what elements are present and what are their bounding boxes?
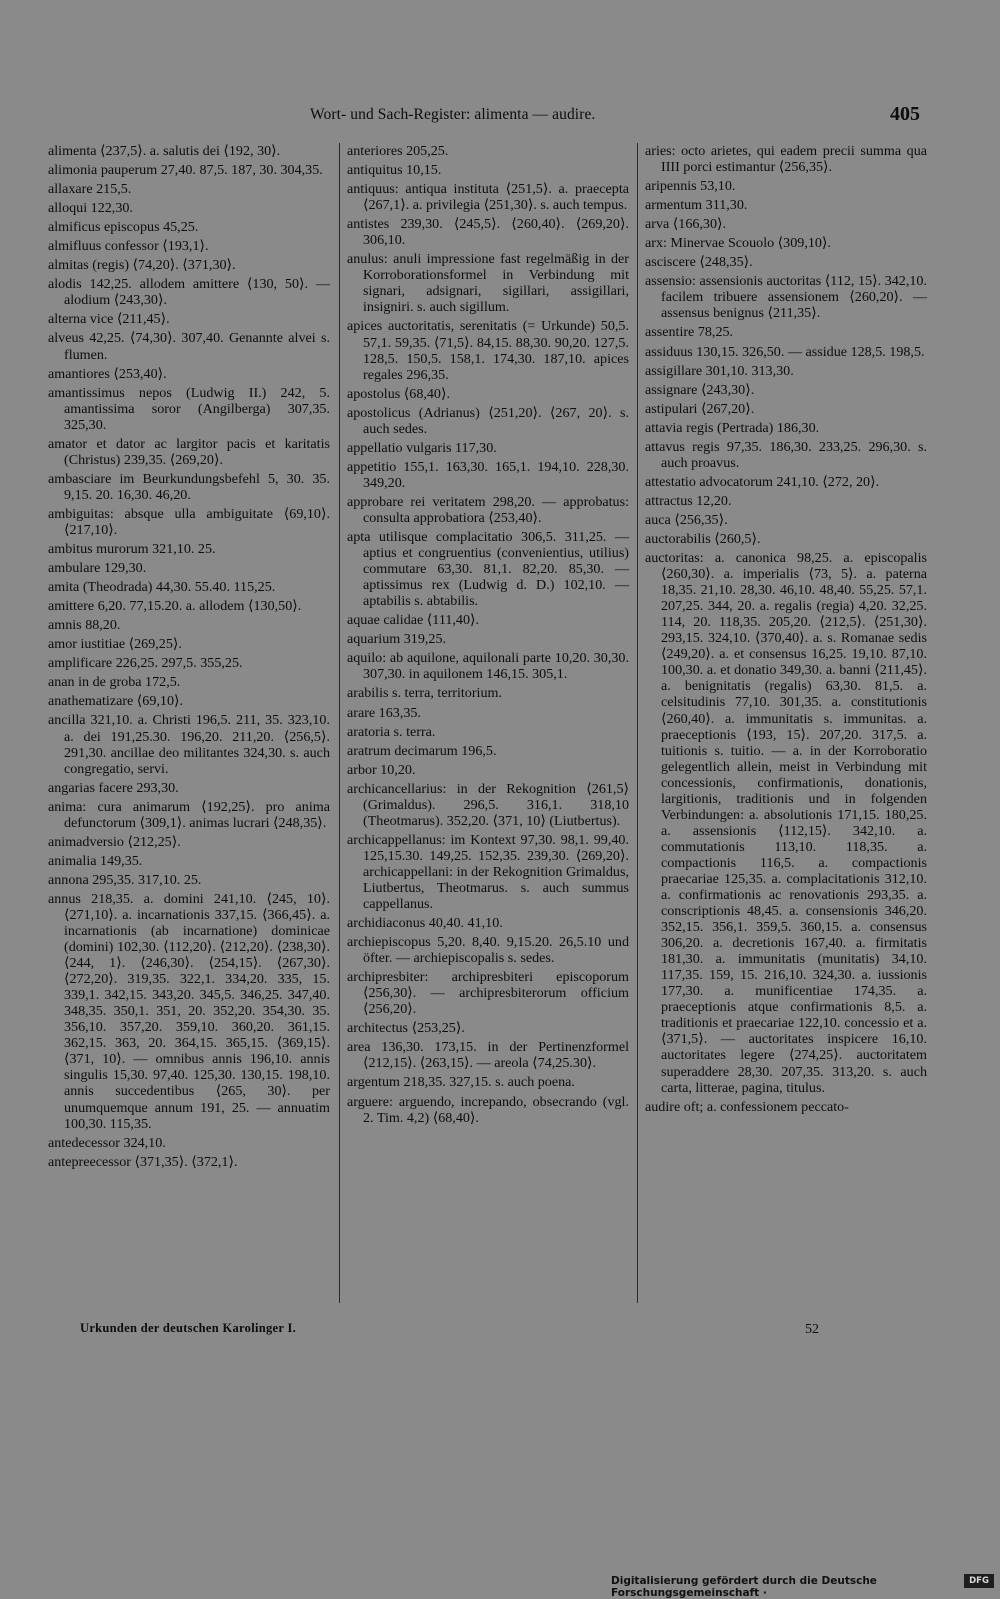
index-entry: archiepiscopus 5,20. 8,40. 9,15.20. 26,5.10 und öfter. — archiepiscopalis s. sedes. (347, 934, 629, 967)
index-entry: attavia regis (Pertrada) 186,30. (645, 419, 820, 436)
index-entry: assignare ⟨243,30⟩. (645, 381, 755, 398)
index-entry: attavus regis 97,35. 186,30. 233,25. 296,30. s. auch proavus. (645, 438, 927, 471)
index-entry: antiquitus 10,15. (347, 162, 442, 179)
index-entry: ambiguitas: absque ulla ambiguitate ⟨69,10⟩. ⟨217,10⟩. (48, 505, 330, 538)
index-entry: aquae calidae ⟨111,40⟩. (347, 612, 480, 629)
running-header (0, 103, 1000, 132)
index-entry: angarias facere 293,30. (48, 779, 179, 796)
index-entry: antepreecessor ⟨371,35⟩. ⟨372,1⟩. (48, 1153, 238, 1170)
index-column-3 (645, 143, 927, 1118)
index-entry: ancilla 321,10. a. Christi 196,5. 211, 35. 323,10. a. dei 191,25.30. 196,20. 211,20. ⟨256,5⟩. 291,30. ancillae deo militantes 324,30. s. auch congregatio, servi. (48, 712, 330, 777)
index-entry: approbare rei veritatem 298,20. — approbatus: consulta approbatiora ⟨253,40⟩. (347, 493, 629, 526)
index-entry: argentum 218,35. 327,15. s. auch poena. (347, 1074, 575, 1091)
index-entry: alodis 142,25. allodem amittere ⟨130, 50⟩. — alodium ⟨243,30⟩. (48, 276, 330, 309)
index-entry: appetitio 155,1. 163,30. 165,1. 194,10. 228,30. 349,20. (347, 458, 629, 491)
index-entry: allaxare 215,5. (48, 181, 132, 198)
index-entry: attestatio advocatorum 241,10. ⟨272, 20⟩. (645, 473, 880, 490)
index-entry: assigillare 301,10. 313,30. (645, 362, 794, 379)
index-entry: appellatio vulgaris 117,30. (347, 439, 497, 456)
index-entry: apices auctoritatis, serenitatis (= Urkunde) 50,5. 57,1. 59,35. ⟨71,5⟩. 84,15. 88,30. 90,20. 127,5. 128,5. 150,5. 158,1. 174,30. 187,10. apices regales 296,35. (347, 318, 629, 383)
index-entry: animalia 149,35. (48, 852, 143, 869)
index-entry: auctorabilis ⟨260,5⟩. (645, 530, 761, 547)
index-entry: alveus 42,25. ⟨74,30⟩. 307,40. Genannte alvei s. flumen. (48, 330, 330, 363)
index-entry: anathematizare ⟨69,10⟩. (48, 693, 184, 710)
index-entry: audire oft; a. confessionem peccato- (645, 1098, 849, 1115)
index-entry: arare 163,35. (347, 704, 421, 721)
index-entry: amita (Theodrada) 44,30. 55.40. 115,25. (48, 579, 276, 596)
index-entry: amplificare 226,25. 297,5. 355,25. (48, 655, 243, 672)
index-entry: antistes 239,30. ⟨245,5⟩. ⟨260,40⟩. ⟨269,20⟩. 306,10. (347, 216, 629, 249)
index-entry: attractus 12,20. (645, 492, 732, 509)
index-entry: anulus: anuli impressione fast regelmäßig in der Korroborationsformel in Verbindung mit signari, adsignari, sigillari, assigillari, insigniri. s. auch sigillum. (347, 251, 629, 316)
index-entry: almificus episcopus 45,25. (48, 219, 199, 236)
index-entry: antiquus: antiqua instituta ⟨251,5⟩. a. praecepta ⟨267,1⟩. a. privilegia ⟨251,30⟩. s. auch tempus. (347, 181, 629, 214)
index-entry: amantiores ⟨253,40⟩. (48, 365, 167, 382)
index-entry: auca ⟨256,35⟩. (645, 511, 728, 528)
column-divider (637, 143, 638, 1303)
index-entry: arbor 10,20. (347, 761, 416, 778)
index-entry: arguere: arguendo, increpando, obsecrando (vgl. 2. Tim. 4,2) ⟨68,40⟩. (347, 1093, 629, 1126)
index-entry: alterna vice ⟨211,45⟩. (48, 311, 170, 328)
index-entry: astipulari ⟨267,20⟩. (645, 400, 755, 417)
index-entry: archicappellanus: im Kontext 97,30. 98,1. 99,40. 125,15.30. 149,25. 152,35. 239,30. ⟨269,20⟩. archicappellani: in der Rekognition Grimaldus, Liutbertus, Theotmarus. s. auch summus cappellanus. (347, 831, 629, 913)
index-entry: asciscere ⟨248,35⟩. (645, 254, 753, 271)
index-column-1 (48, 143, 330, 1173)
index-entry: almifluus confessor ⟨193,1⟩. (48, 238, 209, 255)
dfg-logo-icon: DFG (964, 1574, 994, 1588)
index-entry: alimonia pauperum 27,40. 87,5. 187, 30. 304,35. (48, 162, 323, 179)
index-entry: annus 218,35. a. domini 241,10. ⟨245, 10⟩. ⟨271,10⟩. a. incarnationis 337,15. ⟨366,45⟩. a. incarnationis (ab incarnatione) dominicae (domini) 102,30. ⟨112,20⟩. ⟨212,20⟩. ⟨238,30⟩. ⟨244, 1⟩. ⟨246,30⟩. ⟨254,15⟩. ⟨267,30⟩. ⟨272,20⟩. 319,35. 322,1. 334,20. 335, 15. 339,1. 342,15. 343,20. 345,5. 346,25. 347,40. 348,35. 350,1. 351, 20. 352,20. 354,30. 35. 356,10. 357,20. 359,10. 360,20. 361,15. 362,15. 363, 20. 364,15. 365,15. ⟨369,15⟩. ⟨371, 10⟩. — omnibus annis 196,10. annis singulis 15,30. 97,40. 125,30. 130,15. 198,10. annis succedentibus ⟨265, 30⟩. per unumquemque annum 191, 25. — annuatim 100,30. 115,35. (48, 890, 330, 1132)
index-entry: alloqui 122,30. (48, 200, 133, 217)
index-column-2 (347, 143, 629, 1129)
index-entry: aquilo: ab aquilone, aquilonali parte 10,20. 30,30. 307,30. in aquilonem 146,15. 305,1. (347, 650, 629, 683)
index-entry: amittere 6,20. 77,15.20. a. allodem ⟨130,50⟩. (48, 598, 302, 615)
index-entry: aratrum decimarum 196,5. (347, 742, 497, 759)
index-entry: amator et dator ac largitor pacis et karitatis (Christus) 239,35. ⟨269,20⟩. (48, 435, 330, 468)
index-entry: area 136,30. 173,15. in der Pertinenzformel ⟨212,15⟩. ⟨263,15⟩. — areola ⟨74,25.30⟩. (347, 1039, 629, 1072)
index-entry: auctoritas: a. canonica 98,25. a. episcopalis ⟨260,30⟩. a. imperialis ⟨73, 5⟩. a. paterna 18,35. 21,10. 28,30. 46,10. 48,40. 55,25. 57,1. 207,25. 344, 20. a. regalis (regia) 4,20. 32,25. 114, 20. 118,35. 205,20. ⟨212,5⟩. ⟨251,30⟩. 293,15. 324,10. ⟨370,40⟩. a. s. Romanae sedis ⟨249,20⟩. a. et consensus 16,25. 19,10. 87,10. 100,30. a. et donatio 349,30. a. banni ⟨211,45⟩. a. benignitatis (regalis) 63,30. 81,5. a. celsitudinis 77,10. 301,35. a. constitutionis ⟨260,40⟩. a. immunitatis s. immunitas. a. praeceptionis ⟨193, 15⟩. 207,20. 317,5. a. tuitionis s. tuitio. — a. in der Korroboratio gelegentlich allein, meist in Verbindung mit concessionis, confirmationis, donationis, largitionis, traditionis und in folgenden Verbindungen: a. absolutionis 171,15. 180,25. a. assensionis ⟨112,15⟩. 342,10. a. commutationis 113,10. 118,35. a. compactionis 116,5. a. compactionis praecariae 125,35. a. complacitationis 312,10. a. confirmationis ac renovationis 293,35. a. conscriptionis 48,45. a. consensionis 346,20. 352,15. 356,1. 359,5. 360,15. a. consensus 306,20. a. decretionis 167,40. a. firmitatis 181,30. a. immunitatis (munitatis) 34,10. 117,35. 159, 15. 216,10. 324,30. a. iussionis 177,30. a. munificentiae 174,35. a. praeceptionis atque confirmationis 8,5. a. traditionis et praecariae 122,10. concessio et a. ⟨371,5⟩. — auctoritates inspicere 16,10. auctoritates legere ⟨274,25⟩. auctoritatem superaddere 28,30. 207,35. 313,20. s. auch carta, litterae, pagina, titulus. (645, 550, 927, 1096)
index-entry: architectus ⟨253,25⟩. (347, 1020, 465, 1037)
index-entry: anteriores 205,25. (347, 143, 449, 159)
column-divider (339, 143, 340, 1303)
digitization-credit: Digitalisierung gefördert durch die Deutsche Forschungsgemeinschaft · (611, 1575, 877, 1599)
index-entry: apostolicus (Adrianus) ⟨251,20⟩. ⟨267, 20⟩. s. auch sedes. (347, 404, 629, 437)
index-entry: almitas (regis) ⟨74,20⟩. ⟨371,30⟩. (48, 257, 236, 274)
running-title: Wort- und Sach-Register: alimenta — audire. (310, 106, 596, 123)
page-number: 405 (890, 103, 920, 125)
index-entry: assensio: assensionis auctoritas ⟨112, 15⟩. 342,10. facilem tribuere assensionem ⟨260,20⟩. — assensus benignus ⟨211,35⟩. (645, 273, 927, 322)
index-entry: arva ⟨166,30⟩. (645, 216, 727, 233)
footer-volume-title: Urkunden der deutschen Karolinger I. (80, 1321, 297, 1335)
index-entry: anima: cura animarum ⟨192,25⟩. pro anima defunctorum ⟨309,1⟩. animas lucrari ⟨248,35⟩. (48, 798, 330, 831)
index-entry: archidiaconus 40,40. 41,10. (347, 915, 503, 932)
index-entry: assiduus 130,15. 326,50. — assidue 128,5. 198,5. (645, 343, 925, 360)
index-entry: archipresbiter: archipresbiteri episcoporum ⟨256,30⟩. — archipresbiterorum officium ⟨256,20⟩. (347, 969, 629, 1018)
index-entry: archicancellarius: in der Rekognition ⟨261,5⟩ (Grimaldus). 296,5. 316,1. 318,10 (Theotmarus). 352,20. ⟨371, 10⟩ (Liutbertus). (347, 780, 629, 829)
index-entry: ambulare 129,30. (48, 560, 147, 577)
signature-mark: 52 (805, 1322, 819, 1337)
index-entry: aratoria s. terra. (347, 723, 436, 740)
index-entry: annona 295,35. 317,10. 25. (48, 871, 202, 888)
index-entry: aries: octo arietes, qui eadem precii summa qua IIII porci estimantur ⟨256,35⟩. (645, 143, 927, 176)
index-entry: arx: Minervae Scouolo ⟨309,10⟩. (645, 235, 831, 252)
index-entry: aripennis 53,10. (645, 178, 736, 195)
index-entry: amantissimus nepos (Ludwig II.) 242, 5. amantissima soror (Angilberga) 307,35. 325,30. (48, 384, 330, 433)
index-entry: animadversio ⟨212,25⟩. (48, 833, 181, 850)
index-entry: assentire 78,25. (645, 324, 734, 341)
index-entry: ambasciare im Beurkundungsbefehl 5, 30. 35. 9,15. 20. 16,30. 46,20. (48, 470, 330, 503)
index-entry: arabilis s. terra, territorium. (347, 685, 502, 702)
index-entry: anan in de groba 172,5. (48, 674, 181, 691)
index-entry: antedecessor 324,10. (48, 1134, 166, 1151)
index-entry: aquarium 319,25. (347, 631, 447, 648)
index-entry: amnis 88,20. (48, 617, 121, 634)
index-entry: armentum 311,30. (645, 197, 748, 214)
index-entry: apta utilisque complacitatio 306,5. 311,25. — aptius et congruentius (convenientius, utilius) commutare 63,30. 81,1. 82,20. 85,30. — aptissimus rex (Ludwig d. D.) 102,10. — aptabilis s. abtabilis. (347, 529, 629, 610)
index-entry: alimenta ⟨237,5⟩. a. salutis dei ⟨192, 30⟩. (48, 143, 281, 159)
index-entry: apostolus ⟨68,40⟩. (347, 385, 450, 402)
index-entry: amor iustitiae ⟨269,25⟩. (48, 636, 182, 653)
index-entry: ambitus murorum 321,10. 25. (48, 541, 216, 558)
